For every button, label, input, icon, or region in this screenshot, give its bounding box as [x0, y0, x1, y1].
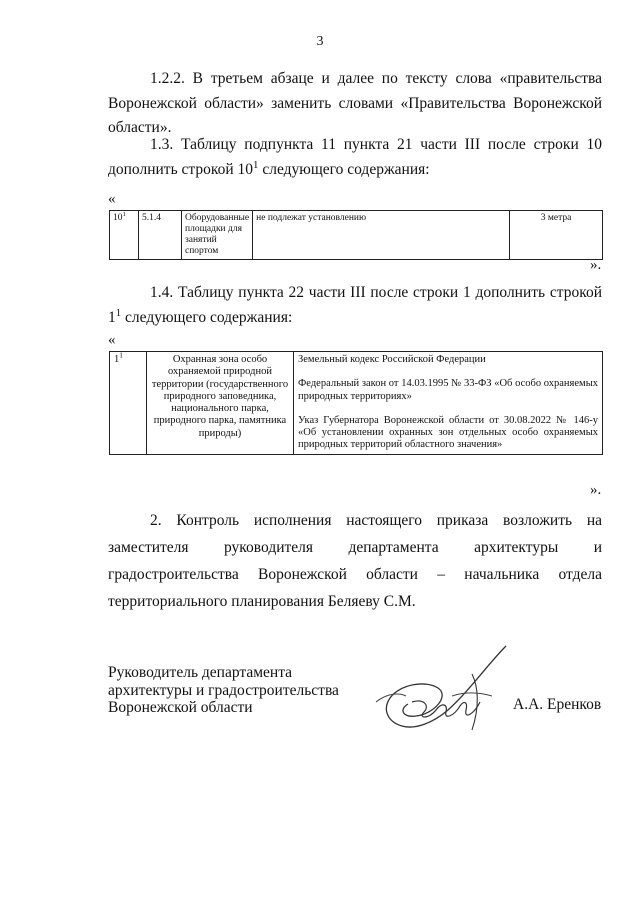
signatory-name: А.А. Еренков [513, 696, 602, 713]
closing-quote-2: ». [590, 482, 602, 498]
table-cell-code: 5.1.4 [139, 211, 182, 260]
table-cell-number: $10^1$ [110, 211, 139, 260]
table-cell-number: $1^1$ [110, 352, 147, 455]
table-row [110, 352, 603, 455]
opening-quote-2: « [108, 332, 116, 348]
table-row-10-1 [109, 210, 603, 260]
table-row [110, 211, 603, 260]
paragraph-2: 2. Контроль исполнения настоящего приказа возложить на заместителя руководителя департамента архитектуры и градостроительства Воронежской области – начальника отдела территориального планирования Беляеву С.М. [108, 512, 602, 610]
closing-quote-1: ». [590, 257, 602, 273]
table-cell-note: не подлежат установлению [253, 211, 510, 260]
opening-quote-1: « [108, 191, 116, 207]
table-cell-name: Оборудованные площадки для занятий спортом [182, 211, 253, 260]
page-number: 3 [316, 34, 324, 49]
legal-act-2: Федеральный закон от 14.03.1995 № 33-ФЗ «Об особо охраняемых природных территориях» [298, 378, 598, 402]
table-cell-legal-acts [294, 352, 603, 455]
table-row-1-1 [109, 351, 603, 455]
legal-act-3: Указ Губернатора Воронежской области от 30.08.2022 № 146-у «Об установлении охранных зон отдельных особо охраняемых природных территорий областного значения» [298, 414, 598, 451]
handwritten-signature [368, 640, 518, 740]
table-cell-zone-name: Охранная зона особо охраняемой природной территории (государственного природного заповедника, национального парка, природного парка, памятника природы) [147, 352, 294, 455]
legal-act-1: Земельный кодекс Российской Федерации [298, 354, 486, 365]
paragraph-1-2-2: 1.2.2. В третьем абзаце и далее по тексту слова «правительства Воронежской области» заменить словами «Правительства Воронежской области». [108, 70, 602, 136]
table-cell-value: 3 метра [510, 211, 603, 260]
signatory-position: Руководитель департамента архитектуры и градостроительства Воронежской области [108, 664, 339, 716]
paragraph-1-3: 1.3. Таблицу подпункта 11 пункта 21 части III после строки 10 дополнить строкой $10^1$ следующего содержания: [108, 136, 602, 178]
paragraph-1-4: 1.4. Таблицу пункта 22 части III после строки 1 дополнить строкой $1^1$ следующего содержания: [108, 284, 602, 326]
